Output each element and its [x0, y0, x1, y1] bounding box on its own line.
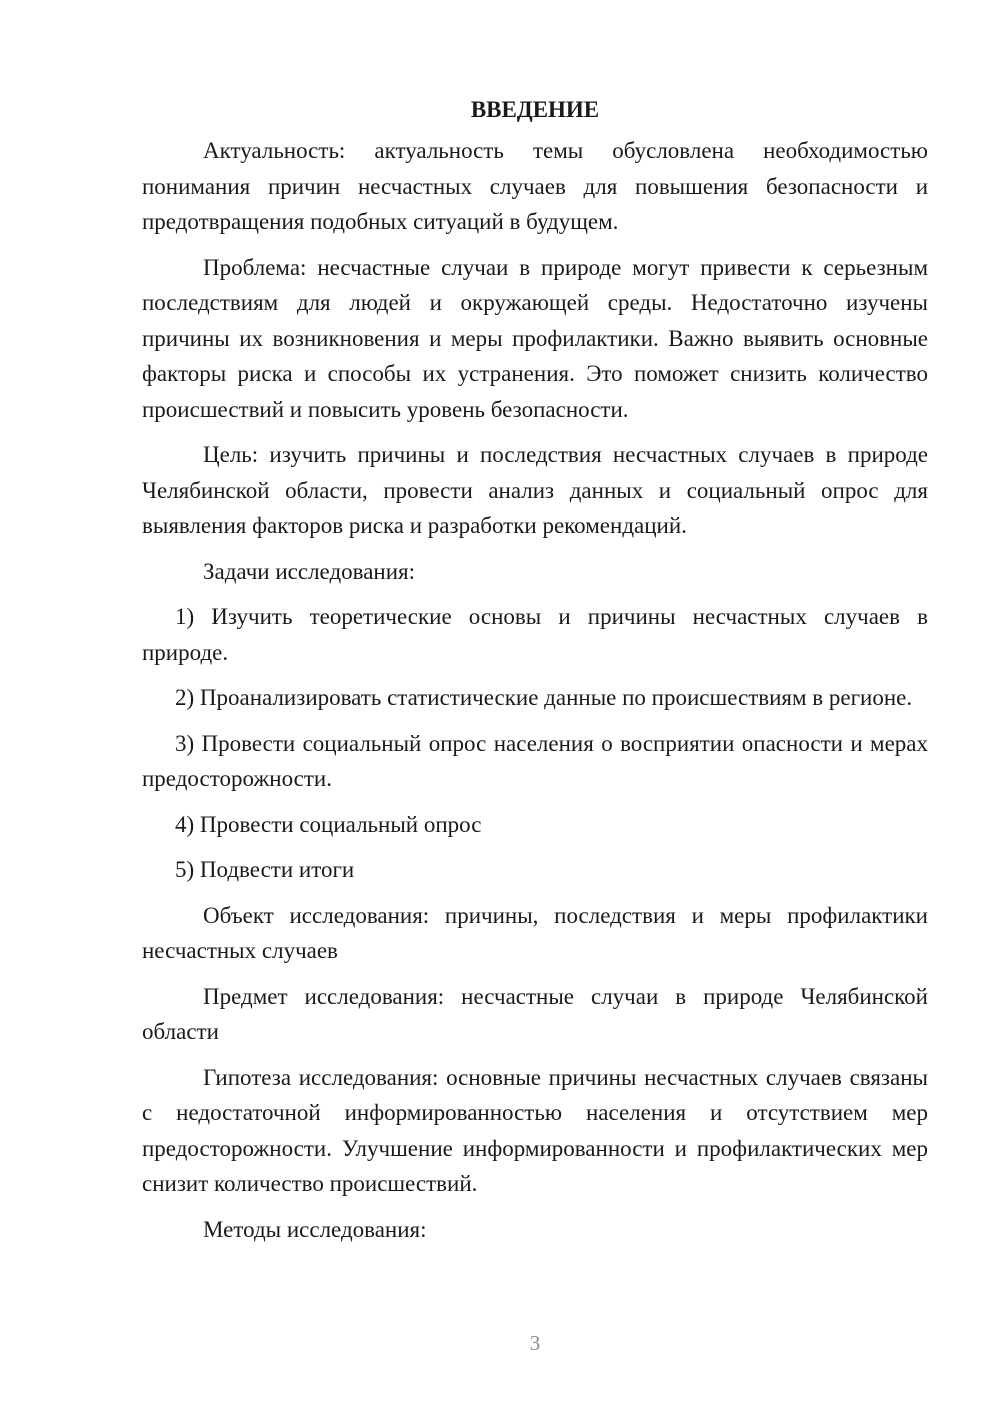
hypothesis-paragraph: Гипотеза исследования: основные причины несчастных случаев связаны с недостаточной информированностью населения и отсутствием мер предосторожности. Улучшение информированности и профилактических мер снизит количество происшествий. [142, 1064, 928, 1196]
document-page [142, 92, 928, 1257]
methods-heading: Методы исследования: [203, 1216, 427, 1242]
task-item: 1) Изучить теоретические основы и причины несчастных случаев в природе. [142, 604, 928, 665]
task-item: 3) Провести социальный опрос населения о восприятии опасности и мерах предосторожности. [142, 730, 928, 791]
relevance-paragraph: Актуальность: актуальность темы обусловлена необходимостью понимания причин несчастных случаев для повышения безопасности и предотвращения подобных ситуаций в будущем. [142, 138, 928, 234]
subject-paragraph: Предмет исследования: несчастные случаи в природе Челябинской области [142, 983, 928, 1044]
page-title: ВВЕДЕНИЕ [470, 97, 600, 122]
task-item: 4) Провести социальный опрос [175, 811, 482, 837]
task-item: 2) Проанализировать статистические данные по происшествиям в регионе. [175, 685, 913, 710]
tasks-heading: Задачи исследования: [203, 558, 416, 584]
task-item: 5) Подвести итоги [175, 857, 355, 882]
problem-paragraph: Проблема: несчастные случаи в природе могут привести к серьезным последствиям для людей и окружающей среды. Недостаточно изучены причины их возникновения и меры профилактики. Важно выявить основные факторы риска и способы их устранения. Это поможет снизить количество происшествий и повысить уровень безопасности. [142, 254, 928, 422]
goal-paragraph: Цель: изучить причины и последствия несчастных случаев в природе Челябинской области, провести анализ данных и социальный опрос для выявления факторов риска и разработки рекомендаций. [142, 442, 928, 538]
object-paragraph: Объект исследования: причины, последствия и меры профилактики несчастных случаев [142, 902, 928, 963]
page-number: 3 [529, 1331, 541, 1355]
